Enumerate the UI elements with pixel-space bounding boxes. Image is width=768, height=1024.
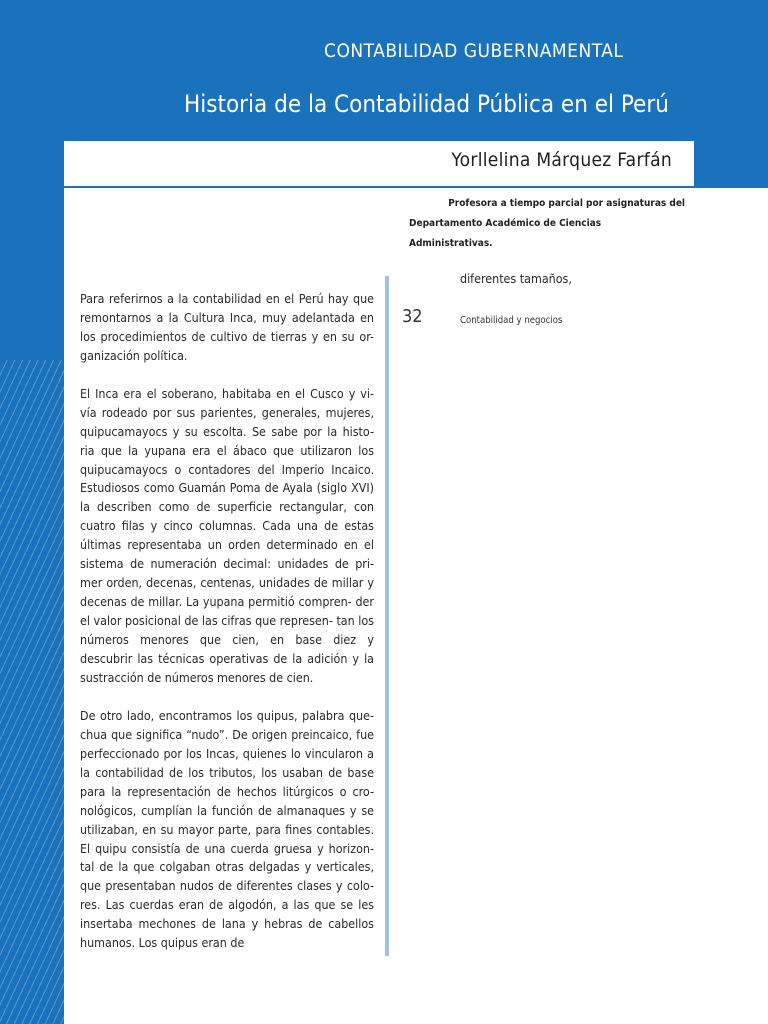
- affiliation-line-3: Administrativas.: [409, 238, 493, 249]
- affiliation-line-2: Departamento Académico de Ciencias: [409, 218, 602, 229]
- body-left-column: [80, 290, 374, 972]
- body-paragraph: De otro lado, encontramos los quipus, palabra que- chua que significa “nudo”. De origen preincaico, fue perfeccionado por los Incas, quienes lo vincularon a la contabilidad de los tributos, los usaban de base para la representación de hechos litúrgicos o cro- nológicos, cumplían la función de almanaques y se utilizaban, en su mayor parte, para fines contables. El quipu consistía de una cuerda gruesa y horizon- tal de la que colgaban otras delgadas y verticales, que presentaban nudos de diferentes clases y colo- res. Las cuerdas eran de algodón, a las que se les insertaba mechones de lana y hebras de cabellos humanos. Los quipus eran de: [80, 707, 374, 951]
- continuation-text: diferentes tamaños,: [460, 271, 572, 286]
- body-paragraph: Para referirnos a la contabilidad en el Perú hay que remontarnos a la Cultura Inca, muy adelantada en los procedimientos de cultivo de tierras y en su or- ganización política.: [80, 291, 374, 363]
- decorative-stripes: [0, 360, 64, 1024]
- column-divider: [385, 276, 389, 956]
- content-area: [64, 188, 768, 1024]
- journal-name: Contabilidad y negocios: [460, 315, 563, 326]
- body-paragraph: El Inca era el soberano, habitaba en el Cusco y vi- vía rodeado por sus parientes, generales, mujeres, quipucamayocs y su escolta. Se sabe por la histo- ria que la yupana era el ábaco que utilizaron los quipucamayocs o contadores del Imperio Incaico. Estudiosos como Guamán Poma de Ayala (siglo XVI) la describen como de superficie rectangular, con cuatro filas y cinco columnas. Cada una de estas últimas representaba un orden determinado en el sistema de numeración decimal: unidades de pri- mer orden, decenas, centenas, unidades de millar y decenas de millar. La yupana permitió compren- der el valor posicional de las cifras que represen- tan los números menores que cien, en base diez y descubrir las técnicas operativas de la adición y la sustracción de números menores de cien.: [80, 385, 374, 685]
- section-label: CONTABILIDAD GUBERNAMENTAL: [324, 40, 624, 62]
- author-name: Yorllelina Márquez Farfán: [451, 149, 672, 171]
- affiliation-line-1: Profesora a tiempo parcial por asignaturas del: [448, 198, 685, 209]
- page-number: 32: [402, 306, 423, 327]
- author-bar: [64, 141, 694, 188]
- author-affiliation: [409, 194, 685, 254]
- article-title: Historia de la Contabilidad Pública en el Perú: [184, 90, 669, 118]
